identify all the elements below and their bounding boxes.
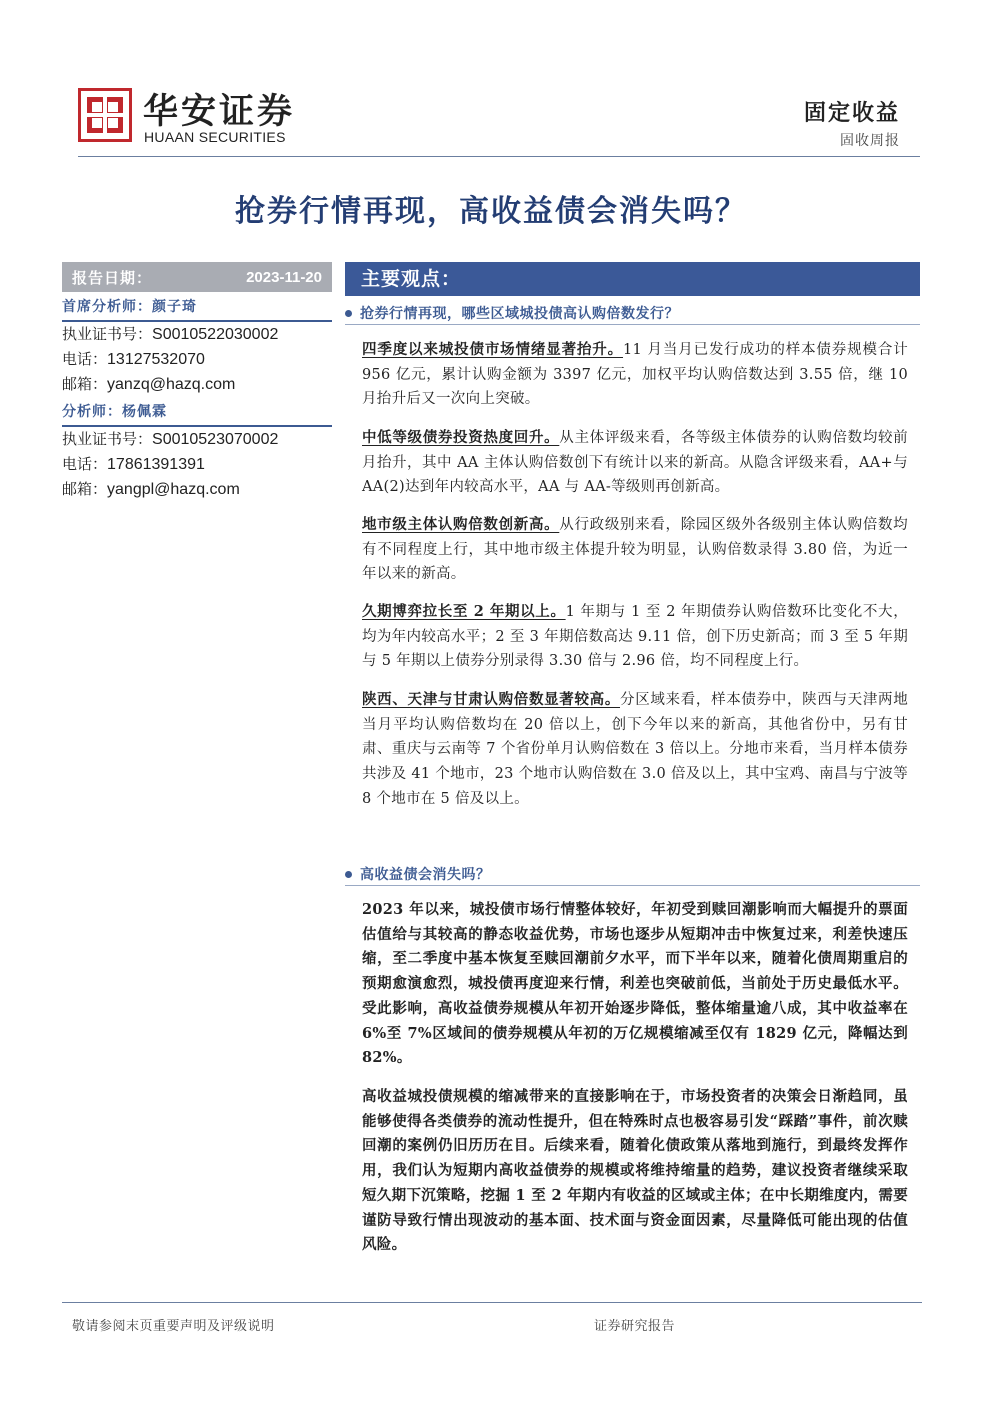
paragraph-1-text: 11 月当月已发行成功的样本债券规模合计 956 亿元，累计认购金额为 3397 亿元，加权平均认购倍数达到 3.55 倍，继 10 月抬升后又一次向上突破。 <box>362 342 908 408</box>
analyst-cert-label: 执业证书号： <box>62 430 153 448</box>
chief-phone-line <box>62 347 332 372</box>
paragraph-5-text: 分区域来看，样本债券中，陕西与天津两地当月平均认购倍数均在 20 倍以上，创下今年以来的新高，其他省份中，另有甘肃、重庆与云南等 7 个省份单月认购倍数在 3 倍以上。分地市来看，当月样本债券共涉及 41 个地市，23 个地市认购倍数在 3.0 倍及以上，其中宝鸡、南昌与宁波等 8 个地市在 5 倍及以上。 <box>362 692 908 807</box>
bullet-dot-icon <box>345 871 352 878</box>
analyst-name: 分析师：杨佩霖 <box>62 397 332 427</box>
report-date-bar <box>62 262 332 292</box>
footer-report-type: 证券研究报告 <box>594 1319 676 1334</box>
bullet-dot-icon <box>345 310 352 317</box>
section1-heading-text: 抢券行情再现，哪些区域城投债高认购倍数发行？ <box>360 306 679 322</box>
chief-email[interactable]: yanzq@hazq.com <box>107 376 236 393</box>
chief-cert-line <box>62 322 332 347</box>
chief-email-label: 邮箱： <box>62 375 108 393</box>
paragraph-2-lead: 中低等级债券投资热度回升。 <box>362 429 560 446</box>
chief-analyst-name: 首席分析师：颜子琦 <box>62 292 332 322</box>
analyst-cert-line <box>62 427 332 452</box>
paragraph-2 <box>362 426 908 500</box>
chief-phone: 13127532070 <box>107 351 205 368</box>
paragraph-5 <box>362 688 908 812</box>
paragraph-3 <box>362 513 908 587</box>
section1-divider <box>345 324 920 325</box>
paragraph-5-lead: 陕西、天津与甘肃认购倍数显著较高。 <box>362 691 621 708</box>
report-date-label: 报告日期： <box>72 268 153 287</box>
chief-phone-label: 电话： <box>62 350 108 368</box>
chief-cert-label: 执业证书号： <box>62 325 153 343</box>
logo-chinese-text: 华安证券 <box>143 91 296 132</box>
analyst-cert-number: S0010523070002 <box>152 431 279 448</box>
analyst-email-label: 邮箱： <box>62 480 108 498</box>
chief-cert-number: S0010522030002 <box>152 326 279 343</box>
main-points-bar: 主要观点： <box>345 262 920 296</box>
report-category: 固定收益 <box>803 100 900 126</box>
page-title: 抢券行情再现，高收益债会消失吗？ <box>235 194 747 229</box>
analyst-email[interactable]: yangpl@hazq.com <box>107 481 240 498</box>
paragraph-7: 高收益城投债规模的缩减带来的直接影响在于，市场投资者的决策会日渐趋同，虽能够使得各类债券的流动性提升，但在特殊时点也极容易引发“踩踏”事件，前次赎回潮的案例仍旧历历在目。后续来看，随着化债政策从落地到施行，到最终发挥作用，我们认为短期内高收益债券的规模或将维持缩量的趋势，建议投资者继续采取短久期下沉策略，挖掘 1 至 2 年期内有收益的区域或主体；在中长期维度内，需要谨防导致行情出现波动的基本面、技术面与资金面因素，尽量降低可能出现的估值风险。 <box>362 1088 908 1254</box>
footer-disclaimer: 敬请参阅末页重要声明及评级说明 <box>72 1319 275 1334</box>
analyst-email-line <box>62 477 332 502</box>
section2-heading-text: 高收益债会消失吗？ <box>360 867 491 883</box>
paragraph-2-text: 从主体评级来看，各等级主体债券的认购倍数均较前月抬升，其中 AA 主体认购倍数创下有统计以来的新高。从隐含评级来看，AA+与 AA(2)达到年内较高水平，AA 与 AA-等级则再创新高。 <box>362 430 908 496</box>
chief-email-line <box>62 372 332 397</box>
footer-divider <box>62 1302 922 1303</box>
analyst-sidebar <box>62 262 332 502</box>
section1-heading <box>345 303 679 323</box>
analyst-phone: 17861391391 <box>107 456 205 473</box>
paragraph-3-text: 从行政级别来看，除园区级外各级别主体认购倍数均有不同程度上行，其中地市级主体提升较为明显，认购倍数录得 3.80 倍，为近一年以来的新高。 <box>362 517 908 583</box>
company-logo-icon <box>78 88 132 142</box>
report-date-value: 2023-11-20 <box>246 268 322 286</box>
paragraph-3-lead: 地市级主体认购倍数创新高。 <box>362 516 560 533</box>
section2-heading <box>345 864 491 884</box>
header-divider <box>78 156 920 157</box>
paragraph-1 <box>362 338 908 412</box>
report-subcategory: 固收周报 <box>840 133 900 149</box>
paragraph-4 <box>362 600 908 674</box>
paragraph-4-lead: 久期博弈拉长至 2 年期以上。 <box>362 603 566 620</box>
logo-english-text: HUAAN SECURITIES <box>144 129 286 145</box>
paragraph-4-text: 1 年期与 1 至 2 年期债券认购倍数环比变化不大，均为年内较高水平；2 至 3 年期倍数高达 9.11 倍，创下历史新高；而 3 至 5 年期与 5 年期以上债券分别录得 3.30 倍与 2.96 倍，均不同程度上行。 <box>362 604 909 670</box>
paragraph-6: 2023 年以来，城投债市场行情整体较好，年初受到赎回潮影响而大幅提升的票面估值给与其较高的静态收益优势，市场也逐步从短期冲击中恢复过来，利差快速压缩，至二季度中基本恢复至赎回潮前夕水平，而下半年以来，随着化债周期重启的预期愈演愈烈，城投债再度迎来行情，利差也突破前低，当前处于历史最低水平。受此影响，高收益债券规模从年初开始逐步降低，整体缩量逾八成，其中收益率在 6%至 7%区域间的债券规模从年初的万亿规模缩减至仅有 1829 亿元，降幅达到 82%。 <box>362 901 908 1067</box>
analyst-phone-label: 电话： <box>62 455 108 473</box>
paragraph-1-lead: 四季度以来城投债市场情绪显著抬升。 <box>362 341 624 358</box>
analyst-phone-line <box>62 452 332 477</box>
section2-divider <box>345 885 920 886</box>
